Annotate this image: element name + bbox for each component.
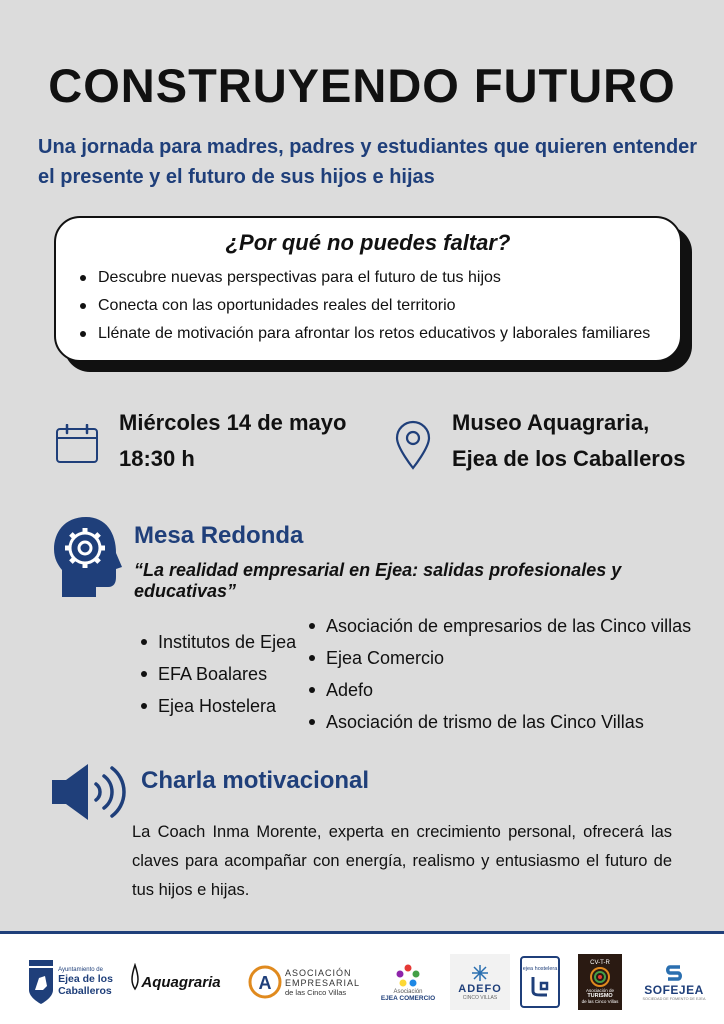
logo-adefo (450, 954, 510, 1010)
logo-asoc-line3: de las Cinco Villas (284, 987, 347, 997)
logo-asoc-line1: ASOCIACIÓN (284, 967, 352, 978)
event-date-day: Miércoles 14 de mayo (119, 410, 347, 435)
s-mark-icon (664, 963, 684, 983)
why-title: ¿Por qué no puedes faltar? (225, 230, 511, 255)
logo-turismo-line2: TURISMO (587, 993, 613, 999)
logo-sofejea (636, 954, 712, 1010)
mesa-redonda-quote: “La realidad empresarial en Ejea: salidas profesionales y educativas” (134, 560, 622, 601)
shield-icon (27, 960, 55, 1004)
why-list (78, 264, 650, 348)
list-item: Descubre nuevas perspectivas para el futuro de tus hijos (78, 264, 650, 292)
location-pin-icon (394, 420, 432, 470)
page-title: CONSTRUYENDO FUTURO (48, 59, 676, 112)
logo-ayto-line1: Ejea de los (58, 973, 113, 985)
event-place-line2: Ejea de los Caballeros (452, 446, 686, 471)
star-burst-icon (395, 963, 421, 989)
list-item: Adefo (306, 674, 691, 706)
logo-comercio-text: EJEA COMERCIO (380, 994, 436, 1002)
logo-turismo-line1: Asociación de (585, 988, 615, 993)
event-place (452, 405, 686, 477)
charla-text: La Coach Inma Morente, experta en crecimiento personal, ofrecerá las claves para acompañar con energía, realismo y entusiasmo el futuro de tus hijos e hijas. (132, 823, 672, 899)
logo-ayto-line2: Caballeros (58, 985, 112, 997)
list-item: Asociación de trismo de las Cinco Villas (306, 706, 691, 738)
logo-ejea-comercio (376, 954, 440, 1010)
sponsor-footer (0, 934, 724, 1024)
logo-sofejea-text: SOFEJEA (644, 983, 704, 997)
list-item: Llénate de motivación para afrontar los retos educativos y laborales familiares (78, 320, 650, 348)
event-time: 18:30 h (119, 446, 195, 471)
logo-sofejea-small: SOCIEDAD DE FOMENTO DE EJEA (642, 997, 706, 1001)
list-item: Asociación de empresarios de las Cinco villas (306, 610, 691, 642)
calendar-icon (55, 424, 99, 464)
mandala-icon (588, 966, 612, 988)
svg-text:A: A (258, 973, 272, 993)
logo-turismo-line3: de las Cinco Villas (581, 999, 619, 1004)
list-item: Conecta con las oportunidades reales del territorio (78, 292, 650, 320)
logo-ayuntamiento (22, 954, 118, 1010)
mesa-redonda-title: Mesa Redonda (134, 522, 304, 549)
logo-asociacion-turismo (578, 954, 622, 1010)
list-item: Ejea Comercio (306, 642, 691, 674)
list-item: Institutos de Ejea (138, 626, 296, 658)
list-item: Ejea Hostelera (138, 690, 296, 722)
logo-adefo-small: CINCO VILLAS (462, 995, 498, 1001)
logo-asoc-line2: EMPRESARIAL (284, 977, 361, 988)
list-item: EFA Boalares (138, 658, 296, 690)
logo-aquagraria (127, 954, 223, 1010)
logo-turismo-top: CV-T-R (590, 960, 610, 966)
logo-asociacion-empresarial (242, 954, 366, 1010)
water-drop-icon (129, 963, 141, 1001)
why-box (54, 216, 682, 362)
logo-ejea-hostelera (520, 956, 560, 1008)
logo-comercio-small: Asociación (393, 988, 423, 995)
event-place-line1: Museo Aquagraria, (452, 410, 650, 435)
logo-adefo-text: ADEFO (458, 983, 502, 995)
glass-icon (527, 973, 553, 999)
logo-ayto-small: Ayuntamiento de (58, 967, 103, 973)
logo-hostelera-text: ejea hostelera (522, 965, 558, 972)
speaker-icon (50, 760, 126, 824)
head-gear-icon (52, 515, 124, 599)
event-date (119, 405, 346, 477)
subtitle: Una jornada para madres, padres y estudiantes que quieren entender el presente y el futuro de sus hijos e hijas (38, 136, 698, 188)
charla-title: Charla motivacional (141, 767, 370, 794)
spark-icon (469, 963, 491, 983)
logo-aquagraria-text: Aquagraria (141, 973, 221, 991)
circle-a-icon (248, 962, 282, 1002)
participants-list-right (306, 610, 691, 738)
participants-list-left (138, 626, 296, 722)
